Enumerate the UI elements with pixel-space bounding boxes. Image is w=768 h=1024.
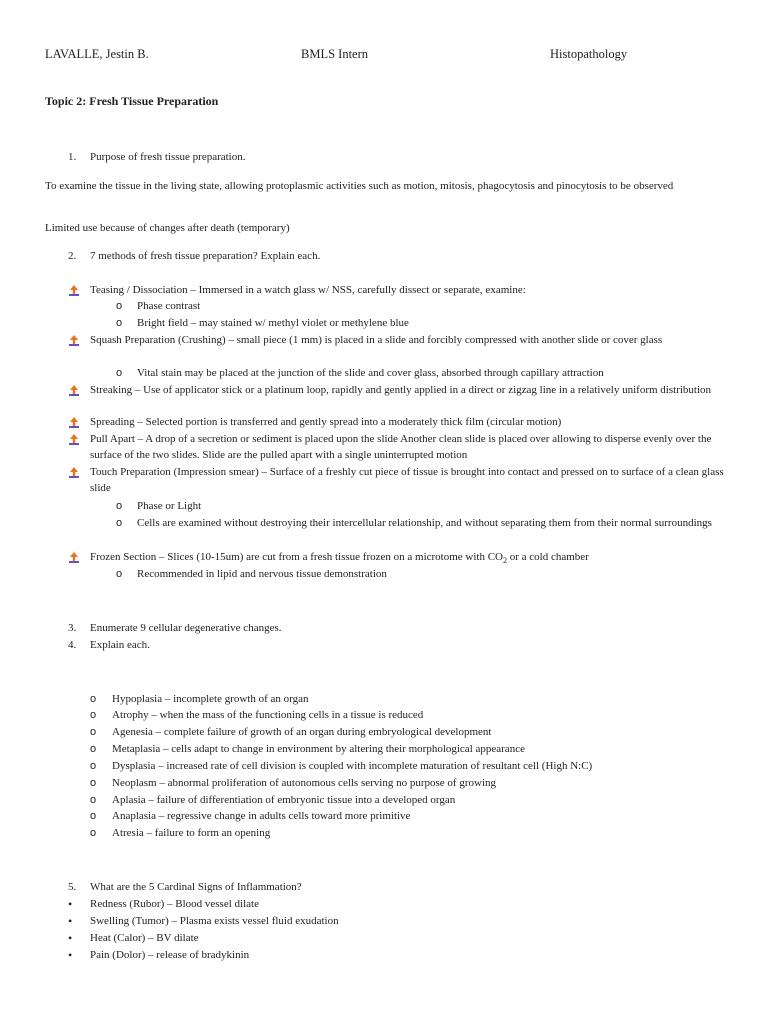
q1-answer-1: To examine the tissue in the living state, allowing protoplasmic activities such as motion, mitosis, phagocytosis and pinocytosis to be observed bbox=[45, 180, 674, 192]
q3-number: 3. bbox=[68, 622, 77, 634]
list-item: Dysplasia – increased rate of cell division is coupled with incomplete maturation of resultant cell (High N:C) bbox=[112, 760, 593, 772]
q3-question: Enumerate 9 cellular degenerative changes. bbox=[90, 622, 282, 634]
q4-question: Explain each. bbox=[90, 639, 150, 651]
arrow-bullet-icon bbox=[68, 417, 80, 429]
method-pull-apart: Pull Apart – A drop of a secretion or sediment is placed upon the slide Another clean slide is placed over allowing to disperse evenly over the surface of the two slides. Slide are the pulled apart with a single uninterrupted motion bbox=[90, 433, 712, 461]
author-role: BMLS Intern bbox=[301, 47, 369, 61]
sub-bullet-icon: o bbox=[90, 693, 97, 705]
q1-number: 1. bbox=[68, 151, 77, 163]
sub-bullet-icon: o bbox=[90, 709, 97, 721]
frozen-text-b: or a cold chamber bbox=[507, 551, 589, 563]
list-item: Pain (Dolor) – release of bradykinin bbox=[90, 949, 250, 961]
method-touch: Touch Preparation (Impression smear) – Surface of a freshly cut piece of tissue is brought into contact and pressed on to surface of a clean glass slide bbox=[90, 466, 724, 494]
list-item: Metaplasia – cells adapt to change in environment by altering their morphological appearance bbox=[112, 743, 525, 755]
sub-bullet-icon: o bbox=[90, 726, 97, 738]
sub-bullet-icon: o bbox=[90, 760, 97, 772]
sub-bullet-icon: o bbox=[116, 517, 123, 529]
sub-bullet-icon: o bbox=[116, 500, 123, 512]
teasing-sub-2: Bright field – may stained w/ methyl violet or methylene blue bbox=[137, 317, 409, 329]
frozen-text-a: Frozen Section – Slices (10-15um) are cut from a fresh tissue frozen on a microtome with CO bbox=[90, 551, 503, 563]
q5-number: 5. bbox=[68, 881, 77, 893]
bullet-icon: • bbox=[68, 931, 73, 945]
list-item: Agenesia – complete failure of growth of an organ during embryological development bbox=[112, 726, 492, 738]
arrow-bullet-icon bbox=[68, 285, 80, 297]
bullet-icon: • bbox=[68, 897, 73, 911]
list-item: Atrophy – when the mass of the functioning cells in a tissue is reduced bbox=[112, 709, 424, 721]
arrow-bullet-icon bbox=[68, 335, 80, 347]
subject-name: Histopathology bbox=[550, 47, 628, 61]
bullet-icon: • bbox=[68, 914, 73, 928]
sub-bullet-icon: o bbox=[116, 300, 123, 312]
q1-answer-2: Limited use because of changes after death (temporary) bbox=[45, 222, 290, 234]
sub-bullet-icon: o bbox=[116, 367, 123, 379]
frozen-sub-1: Recommended in lipid and nervous tissue demonstration bbox=[137, 568, 387, 580]
arrow-bullet-icon bbox=[68, 552, 80, 564]
list-item: Neoplasm – abnormal proliferation of autonomous cells serving no purpose of growing bbox=[112, 777, 497, 789]
sub-bullet-icon: o bbox=[90, 827, 97, 839]
method-teasing: Teasing / Dissociation – Immersed in a watch glass w/ NSS, carefully dissect or separate, examine: bbox=[90, 284, 526, 296]
sub-bullet-icon: o bbox=[116, 317, 123, 329]
list-item: Heat (Calor) – BV dilate bbox=[90, 932, 199, 944]
teasing-sub-1: Phase contrast bbox=[137, 300, 201, 312]
author-name: LAVALLE, Jestin B. bbox=[45, 47, 149, 61]
arrow-bullet-icon bbox=[68, 434, 80, 446]
list-item: Anaplasia – regressive change in adults cells toward more primitive bbox=[112, 810, 411, 822]
sub-bullet-icon: o bbox=[116, 568, 123, 580]
q1-question: Purpose of fresh tissue preparation. bbox=[90, 151, 246, 163]
q2-number: 2. bbox=[68, 250, 77, 262]
method-spreading: Spreading – Selected portion is transferred and gently spread into a moderately thick film (circular motion) bbox=[90, 416, 562, 428]
bullet-icon: • bbox=[68, 948, 73, 962]
method-squash: Squash Preparation (Crushing) – small piece (1 mm) is placed in a slide and forcibly compressed with another slide or cover glass bbox=[90, 334, 663, 346]
sub-bullet-icon: o bbox=[90, 743, 97, 755]
touch-sub-2: Cells are examined without destroying their intercellular relationship, and without separating them from their normal surroundings bbox=[137, 517, 712, 529]
topic-title: Topic 2: Fresh Tissue Preparation bbox=[45, 94, 219, 108]
sub-bullet-icon: o bbox=[90, 794, 97, 806]
method-streaking: Streaking – Use of applicator stick or a platinum loop, rapidly and gently applied in a direct or zigzag line in a relatively uniform distribution bbox=[90, 384, 712, 396]
sub-bullet-icon: o bbox=[90, 777, 97, 789]
list-item: Hypoplasia – incomplete growth of an organ bbox=[112, 693, 309, 705]
frozen-subscript: 2 bbox=[503, 556, 507, 566]
squash-sub-1: Vital stain may be placed at the junction of the slide and cover glass, absorbed through capillary attraction bbox=[137, 367, 604, 379]
touch-sub-1: Phase or Light bbox=[137, 500, 202, 512]
q2-question: 7 methods of fresh tissue preparation? Explain each. bbox=[90, 250, 321, 262]
list-item: Atresia – failure to form an opening bbox=[112, 827, 271, 839]
sub-bullet-icon: o bbox=[90, 810, 97, 822]
list-item: Swelling (Tumor) – Plasma exists vessel fluid exudation bbox=[90, 915, 339, 927]
list-item: Aplasia – failure of differentiation of embryonic tissue into a developed organ bbox=[112, 794, 456, 806]
q5-question: What are the 5 Cardinal Signs of Inflammation? bbox=[90, 881, 302, 893]
list-item: Redness (Rubor) – Blood vessel dilate bbox=[90, 898, 259, 910]
arrow-bullet-icon bbox=[68, 467, 80, 479]
arrow-bullet-icon bbox=[68, 385, 80, 397]
q4-number: 4. bbox=[68, 639, 77, 651]
